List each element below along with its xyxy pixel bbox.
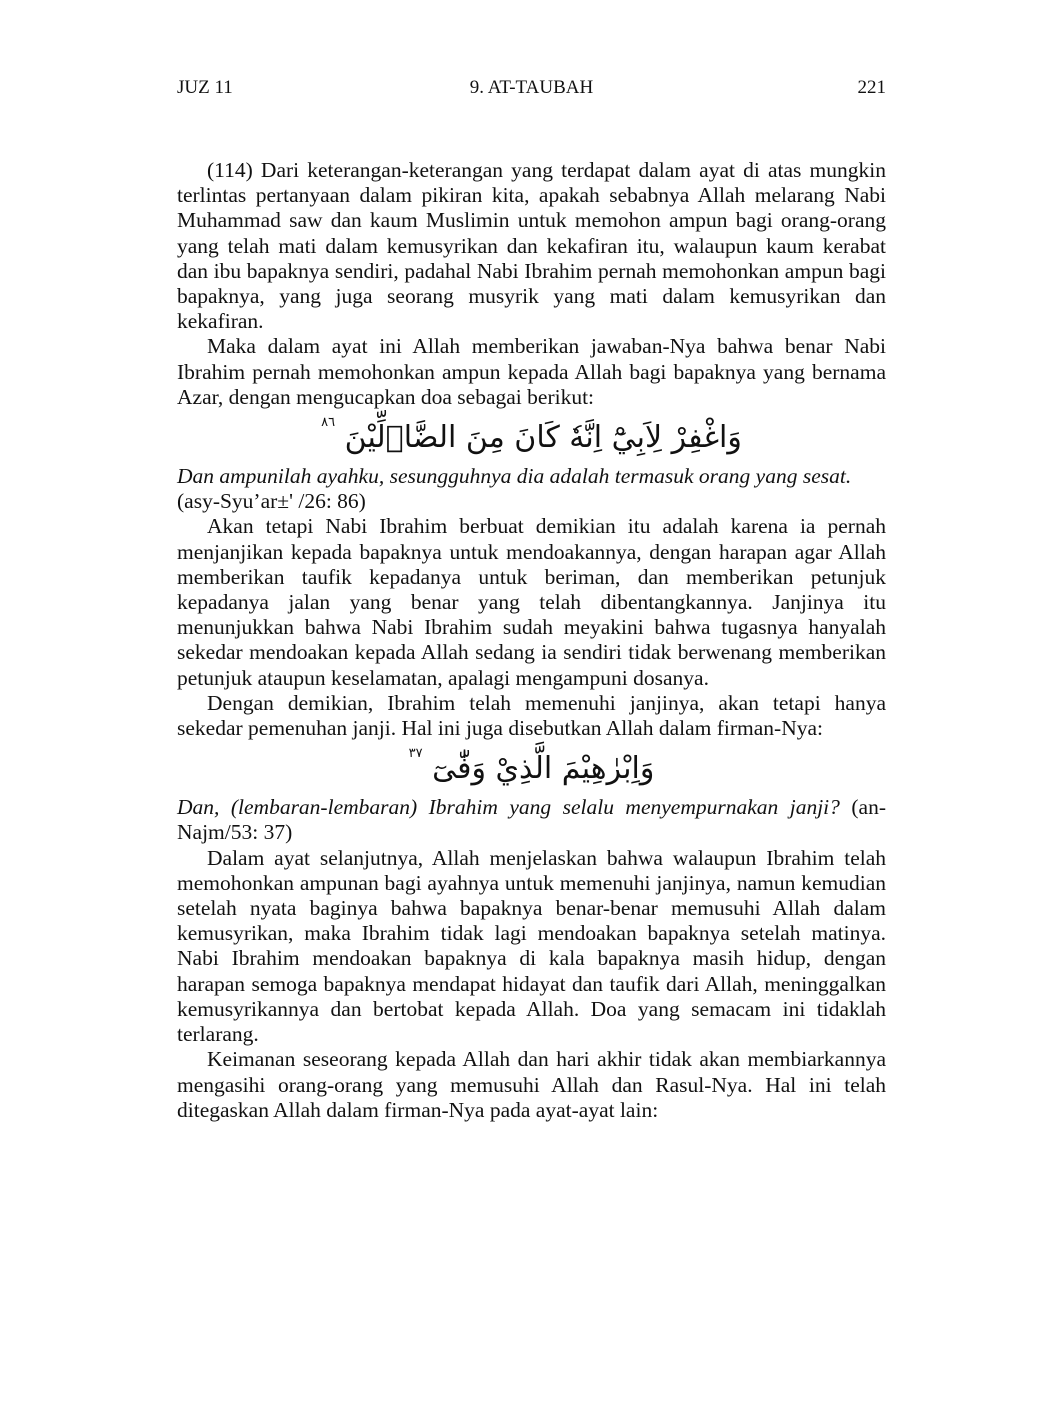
- verse-reference: (asy-Syu’ar±' /26: 86): [177, 489, 366, 514]
- arabic-verse-text: وَاِبْرٰهِيْمَ الَّذِيْ وَفّٰىٓ: [432, 751, 655, 787]
- paragraph-114: (114) Dari keterangan-keterangan yang terdapat dalam ayat di atas mungkin terlintas pertanyaan dalam pikiran kita, apakah sebabnya Allah melarang Nabi Muhammad saw dan kaum Muslimin untuk memohon ampun bagi orang-orang yang telah mati dalam kemusyrikan dan kekafiran itu, walaupun kaum kerabat dan ibu bapaknya sendiri, padahal Nabi Ibrahim pernah memohonkan ampun bagi bapaknya, yang juga seorang musyrik yang mati dalam kemusyrikan dan kekafiran.: [177, 158, 886, 334]
- verse-number: ٣٧: [408, 746, 423, 762]
- surah-title: 9. AT-TAUBAH: [469, 77, 594, 98]
- paragraph-faith: Keimanan seseorang kepada Allah dan hari akhir tidak akan membiarkannya mengasihi orang-orang yang memusuhi Allah dan Rasul-Nya. Hal ini telah ditegaskan Allah dalam firman-Nya pada ayat-ayat lain:: [177, 1047, 886, 1122]
- paragraph-fulfilled: Dengan demikian, Ibrahim telah memenuhi janjinya, akan tetapi hanya sekedar pemenuhan janji. Hal ini juga disebutkan Allah dalam firman-Nya:: [177, 690, 886, 741]
- arabic-verse-an-najm-37: [177, 743, 886, 795]
- page-header: [177, 74, 886, 102]
- arabic-verse-text: وَاغْفِرْ لِاَبِيْٓ اِنَّهٗ كَانَ مِنَ الضَّاۤلِّيْنَ: [344, 420, 742, 456]
- translation-text: Dan, (lembaran-lembaran) Ibrahim yang selalu menyempurnakan janji?: [177, 795, 840, 820]
- arabic-verse-ash-shuara-86: [177, 412, 886, 464]
- juz-label: JUZ 11: [177, 77, 233, 98]
- page-body: [177, 158, 886, 1123]
- verse-reference: (an-Najm/53: 37): [177, 795, 887, 845]
- verse-number: ٨٦: [321, 415, 336, 431]
- paragraph-next-verse: Dalam ayat selanjutnya, Allah menjelaskan bahwa walaupun Ibrahim telah memohonkan ampunan bagi ayahnya untuk memenuhi janjinya, namun kemudian setelah nyata baginya bahwa bapaknya benar-benar memusuhi Allah dalam kemusyrikan, maka Ibrahim tidak lagi mendoakan bapaknya setelah matinya. Nabi Ibrahim mendoakan bapaknya di kala bapaknya masih hidup, dengan harapan semoga bapaknya mendapat hidayat dan taufik dari Allah, meninggalkan kemusyrikannya dan bertobat kepada Allah. Doa yang semacam ini tidaklah terlarang.: [177, 845, 886, 1047]
- verse-translation-2: [177, 795, 886, 845]
- paragraph-answer: Maka dalam ayat ini Allah memberikan jawaban-Nya bahwa benar Nabi Ibrahim pernah memohonkan ampun kepada Allah bagi bapaknya yang bernama Azar, dengan mengucapkan doa sebagai berikut:: [177, 334, 886, 409]
- translation-text: Dan ampunilah ayahku, sesungguhnya dia adalah termasuk orang yang sesat.: [177, 464, 852, 489]
- verse-translation-1: [177, 464, 886, 514]
- paragraph-promise: Akan tetapi Nabi Ibrahim berbuat demikian itu adalah karena ia pernah menjanjikan kepada bapaknya untuk mendoakannya, dengan harapan agar Allah memberikan taufik kepadanya untuk beriman, dan memberikan petunjuk kepadanya jalan yang benar yang telah dibentangkannya. Janjinya itu menunjukkan bahwa Nabi Ibrahim sudah meyakini bahwa tugasnya hanyalah sekedar mendoakan kepada Allah sedang ia sendiri tidak berwenang memberikan petunjuk ataupun keselamatan, apalagi mengampuni dosanya.: [177, 514, 886, 690]
- page-number: 221: [857, 77, 886, 98]
